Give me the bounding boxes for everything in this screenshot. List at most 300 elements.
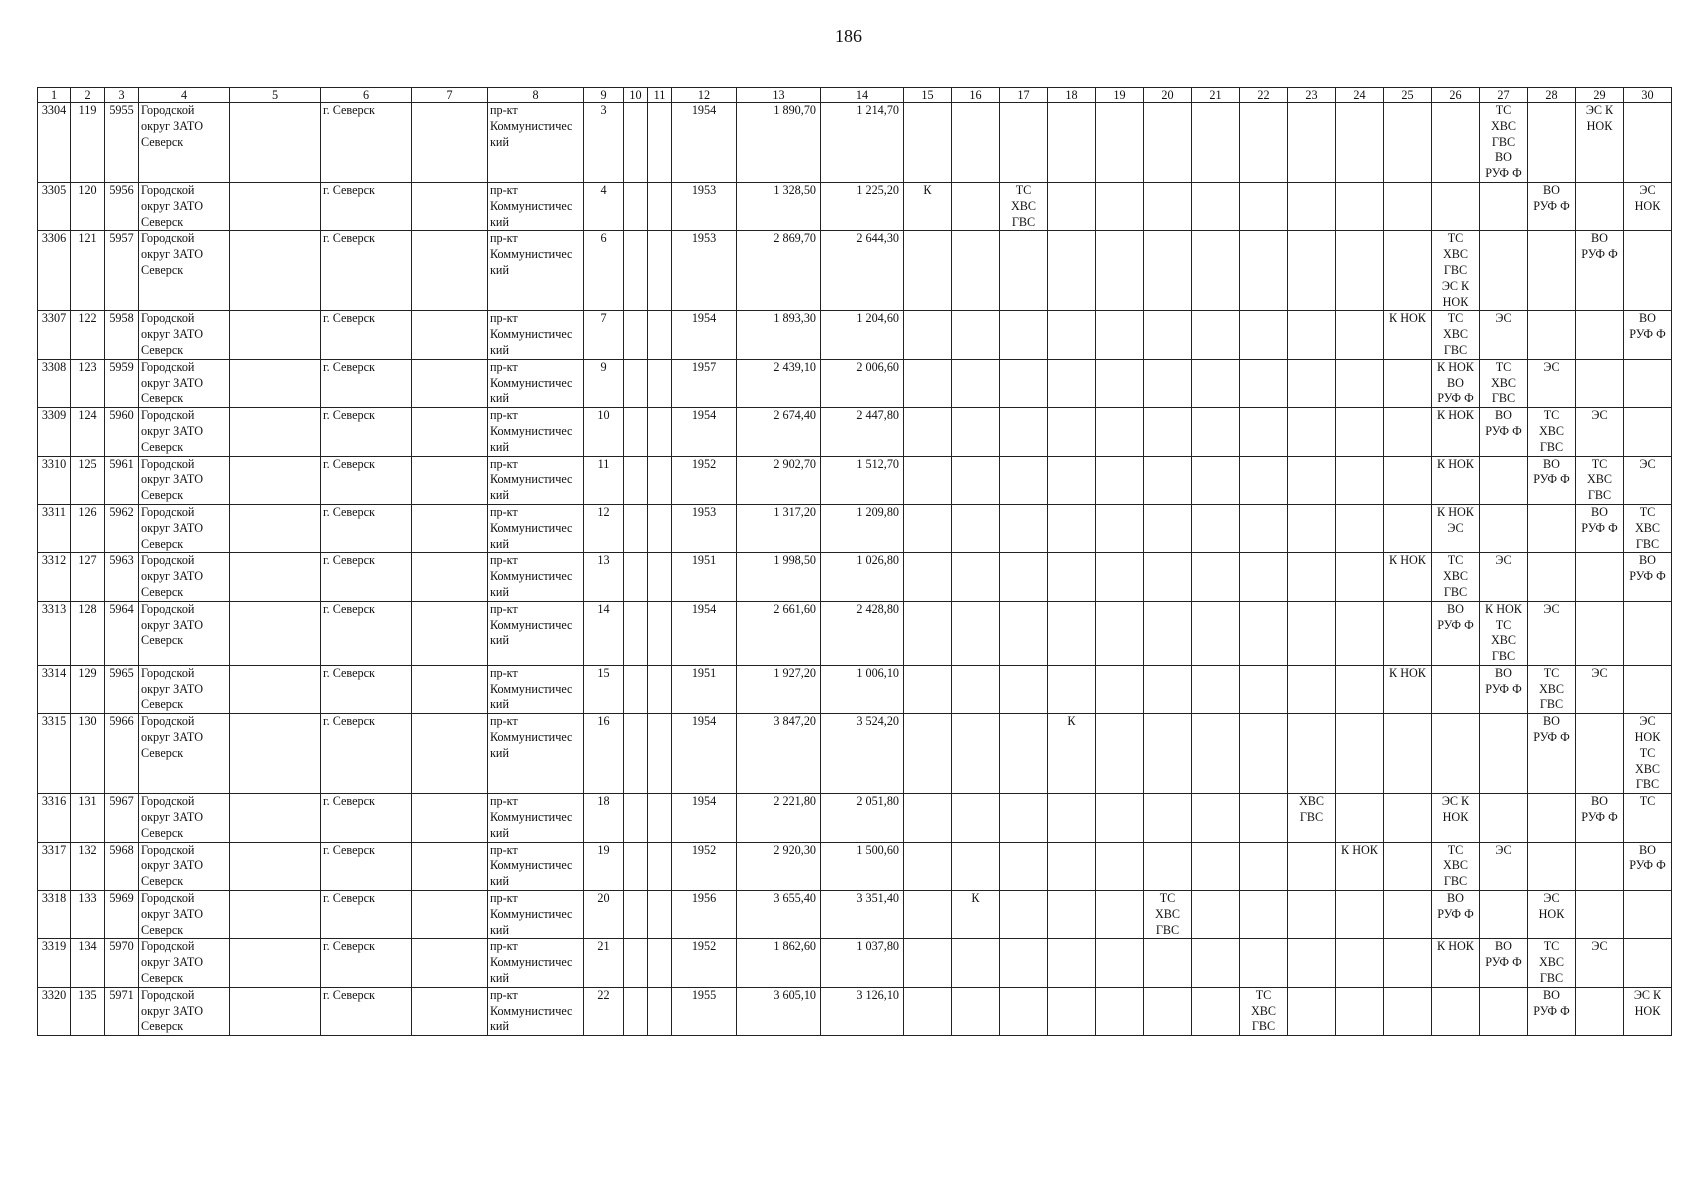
col5-cell: [230, 665, 321, 713]
col7-cell: [412, 891, 488, 939]
work-cell-col-28: [1528, 891, 1576, 939]
house-number-cell: 14: [584, 601, 624, 665]
cell-line: НОК: [1634, 198, 1661, 213]
cell-line: ХВС: [1154, 906, 1181, 921]
living-area-cell: 1 037,80: [821, 939, 904, 987]
cell-line: К НОК: [1341, 842, 1378, 857]
work-cell-col-20: [1144, 504, 1192, 552]
row-seq-cell: 127: [71, 553, 105, 601]
col5-cell: [230, 103, 321, 183]
object-code-cell: 5955: [105, 103, 139, 183]
col5-cell: [230, 891, 321, 939]
cell-line: РУФ Ф: [1581, 520, 1618, 535]
work-cell-col-22: [1240, 891, 1288, 939]
locality-cell: г. Северск: [321, 553, 412, 601]
work-cell-col-26: [1432, 182, 1480, 230]
work-cell-col-28: [1528, 408, 1576, 456]
work-cell-col-15: [904, 504, 952, 552]
work-cell-col-19: [1096, 601, 1144, 665]
cell-line: ВО: [1639, 311, 1656, 326]
cell-line: пр-кт: [490, 891, 518, 906]
work-cell-col-23: [1288, 456, 1336, 504]
work-cell-col-27: [1480, 182, 1528, 230]
col7-cell: [412, 456, 488, 504]
work-cell-col-21: [1192, 456, 1240, 504]
cell-line: ЭС: [1495, 842, 1512, 857]
table-row: [38, 182, 1672, 230]
living-area-cell: 1 006,10: [821, 665, 904, 713]
col7-cell: [412, 103, 488, 183]
cell-line: Северск: [141, 633, 184, 648]
object-code-cell: 5968: [105, 842, 139, 890]
cell-line: Городской: [141, 103, 195, 117]
cell-line: ГВС: [1443, 342, 1468, 357]
cell-line: ТС: [1543, 939, 1560, 954]
work-cell-col-29: [1576, 103, 1624, 183]
cell-line: К НОК: [1437, 408, 1474, 423]
cell-line: К НОК: [1437, 359, 1474, 374]
cell-line: пр-кт: [490, 939, 518, 954]
work-cell-col-24: [1336, 359, 1384, 407]
locality-cell: г. Северск: [321, 987, 412, 1035]
cell-line: НОК: [1538, 906, 1565, 921]
cell-line: К НОК: [1389, 553, 1426, 568]
cell-line: РУФ Ф: [1485, 166, 1522, 181]
total-area-cell: 2 869,70: [737, 231, 821, 311]
cell-line: Коммунистичес: [490, 247, 573, 262]
work-cell-col-23: [1288, 359, 1336, 407]
work-cell-col-18: [1048, 182, 1096, 230]
work-cell-col-17: [1000, 408, 1048, 456]
work-cell-col-24: [1336, 408, 1384, 456]
cell-line: ГВС: [1251, 1019, 1276, 1034]
work-cell-col-27: [1480, 714, 1528, 794]
work-cell-col-19: [1096, 794, 1144, 842]
work-cell-col-24: [1336, 714, 1384, 794]
object-code-cell: 5970: [105, 939, 139, 987]
build-year-cell: 1954: [672, 794, 737, 842]
work-cell-col-18: [1048, 408, 1096, 456]
cell-line: пр-кт: [490, 456, 518, 471]
row-id-cell: 3305: [38, 182, 71, 230]
cell-line: РУФ Ф: [1437, 391, 1474, 406]
cell-line: ЭС: [1447, 520, 1464, 535]
work-cell-col-26: [1432, 311, 1480, 359]
work-cell-col-20: [1144, 665, 1192, 713]
cell-line: пр-кт: [490, 601, 518, 616]
work-cell-col-22: [1240, 504, 1288, 552]
row-seq-cell: 130: [71, 714, 105, 794]
work-cell-col-15: [904, 842, 952, 890]
table-row: [38, 231, 1672, 311]
cell-line: ХВС: [1634, 520, 1661, 535]
house-number-cell: 13: [584, 553, 624, 601]
row-id-cell: 3309: [38, 408, 71, 456]
cell-line: кий: [490, 439, 509, 454]
work-cell-col-28: [1528, 842, 1576, 890]
cell-line: кий: [490, 342, 509, 357]
col5-cell: [230, 714, 321, 794]
column-number-23: 23: [1288, 88, 1336, 103]
work-cell-col-27: [1480, 408, 1528, 456]
work-cell-col-30: [1624, 987, 1672, 1035]
work-cell-col-17: [1000, 311, 1048, 359]
cell-line: К НОК: [1437, 456, 1474, 471]
cell-line: ЭС: [1591, 939, 1608, 954]
cell-line: кий: [490, 874, 509, 889]
work-cell-col-25: [1384, 103, 1432, 183]
work-cell-col-27: [1480, 359, 1528, 407]
work-cell-col-29: [1576, 408, 1624, 456]
work-cell-col-30: [1624, 311, 1672, 359]
row-id-cell: 3317: [38, 842, 71, 890]
cell-line: ВО: [1543, 714, 1560, 729]
column-number-1: 1: [38, 88, 71, 103]
cell-line: ГВС: [1443, 874, 1468, 889]
work-cell-col-22: [1240, 311, 1288, 359]
house-number-cell: 9: [584, 359, 624, 407]
work-cell-col-28: [1528, 553, 1576, 601]
living-area-cell: 1 512,70: [821, 456, 904, 504]
build-year-cell: 1954: [672, 408, 737, 456]
cell-line: Северск: [141, 536, 184, 551]
locality-cell: г. Северск: [321, 794, 412, 842]
work-cell-col-19: [1096, 359, 1144, 407]
house-number-cell: 10: [584, 408, 624, 456]
col10-cell: [624, 987, 648, 1035]
work-cell-col-22: [1240, 182, 1288, 230]
work-cell-col-27: [1480, 601, 1528, 665]
cell-line: Коммунистичес: [490, 198, 573, 213]
column-number-2: 2: [71, 88, 105, 103]
cell-line: ВО: [1495, 150, 1512, 165]
col11-cell: [648, 359, 672, 407]
cell-line: округ ЗАТО: [141, 730, 204, 745]
work-cell-col-21: [1192, 794, 1240, 842]
work-cell-col-26: [1432, 714, 1480, 794]
cell-line: НОК: [1634, 1003, 1661, 1018]
col11-cell: [648, 408, 672, 456]
work-cell-col-24: [1336, 182, 1384, 230]
work-cell-col-22: [1240, 456, 1288, 504]
work-cell-col-30: [1624, 601, 1672, 665]
house-number-cell: 3: [584, 103, 624, 183]
work-cell-col-20: [1144, 842, 1192, 890]
locality-cell: г. Северск: [321, 891, 412, 939]
cell-line: округ ЗАТО: [141, 375, 204, 390]
cell-line: ЭС К: [1441, 794, 1470, 809]
work-cell-col-17: [1000, 891, 1048, 939]
cell-line: Коммунистичес: [490, 118, 573, 133]
column-number-20: 20: [1144, 88, 1192, 103]
housing-repair-schedule-table: [37, 87, 1672, 1036]
cell-line: ХВС: [1442, 858, 1469, 873]
work-cell-col-26: [1432, 665, 1480, 713]
cell-line: ЭС: [1591, 665, 1608, 680]
work-cell-col-15: [904, 103, 952, 183]
work-cell-col-24: [1336, 939, 1384, 987]
work-cell-col-21: [1192, 891, 1240, 939]
col5-cell: [230, 408, 321, 456]
street-cell: [488, 103, 584, 183]
cell-line: округ ЗАТО: [141, 569, 204, 584]
work-cell-col-27: [1480, 665, 1528, 713]
house-number-cell: 15: [584, 665, 624, 713]
work-cell-col-19: [1096, 987, 1144, 1035]
work-cell-col-16: [952, 231, 1000, 311]
living-area-cell: 1 500,60: [821, 842, 904, 890]
work-cell-col-23: [1288, 714, 1336, 794]
work-cell-col-22: [1240, 103, 1288, 183]
cell-line: Северск: [141, 342, 184, 357]
work-cell-col-16: [952, 182, 1000, 230]
cell-line: пр-кт: [490, 103, 518, 117]
cell-line: Коммунистичес: [490, 906, 573, 921]
work-cell-col-15: [904, 665, 952, 713]
work-cell-col-16: [952, 553, 1000, 601]
table-row: [38, 456, 1672, 504]
cell-line: кий: [490, 134, 509, 149]
work-cell-col-25: [1384, 456, 1432, 504]
municipality-cell: [139, 553, 230, 601]
cell-line: округ ЗАТО: [141, 617, 204, 632]
cell-line: округ ЗАТО: [141, 423, 204, 438]
work-cell-col-29: [1576, 714, 1624, 794]
cell-line: ХВС: [1586, 472, 1613, 487]
cell-line: ГВС: [1635, 777, 1660, 792]
work-cell-col-21: [1192, 311, 1240, 359]
total-area-cell: 1 890,70: [737, 103, 821, 183]
col11-cell: [648, 891, 672, 939]
cell-line: ВО: [1495, 939, 1512, 954]
cell-line: РУФ Ф: [1533, 730, 1570, 745]
house-number-cell: 19: [584, 842, 624, 890]
work-cell-col-15: [904, 794, 952, 842]
work-cell-col-25: [1384, 842, 1432, 890]
house-number-cell: 21: [584, 939, 624, 987]
row-id-cell: 3319: [38, 939, 71, 987]
cell-line: округ ЗАТО: [141, 118, 204, 133]
cell-line: пр-кт: [490, 987, 518, 1002]
work-cell-col-17: [1000, 714, 1048, 794]
work-cell-col-15: [904, 456, 952, 504]
col7-cell: [412, 311, 488, 359]
cell-line: округ ЗАТО: [141, 858, 204, 873]
cell-line: Коммунистичес: [490, 520, 573, 535]
row-id-cell: 3316: [38, 794, 71, 842]
cell-line: РУФ Ф: [1581, 810, 1618, 825]
table-body: [38, 88, 1672, 1036]
street-cell: [488, 231, 584, 311]
cell-line: ТС: [1447, 553, 1464, 568]
column-number-27: 27: [1480, 88, 1528, 103]
cell-line: ВО: [1543, 456, 1560, 471]
col5-cell: [230, 939, 321, 987]
municipality-cell: [139, 408, 230, 456]
total-area-cell: 3 847,20: [737, 714, 821, 794]
living-area-cell: 1 204,60: [821, 311, 904, 359]
work-cell-col-27: [1480, 311, 1528, 359]
house-number-cell: 12: [584, 504, 624, 552]
table-row: [38, 714, 1672, 794]
row-seq-cell: 119: [71, 103, 105, 183]
work-cell-col-29: [1576, 794, 1624, 842]
cell-line: Городской: [141, 891, 195, 906]
total-area-cell: 2 661,60: [737, 601, 821, 665]
work-cell-col-27: [1480, 842, 1528, 890]
street-cell: [488, 408, 584, 456]
column-number-15: 15: [904, 88, 952, 103]
cell-line: пр-кт: [490, 182, 518, 197]
cell-line: Городской: [141, 553, 195, 568]
work-cell-col-27: [1480, 794, 1528, 842]
cell-line: РУФ Ф: [1629, 569, 1666, 584]
work-cell-col-15: [904, 939, 952, 987]
work-cell-col-19: [1096, 939, 1144, 987]
work-cell-col-23: [1288, 103, 1336, 183]
house-number-cell: 18: [584, 794, 624, 842]
table-row: [38, 987, 1672, 1035]
cell-line: ГВС: [1299, 810, 1324, 825]
cell-line: округ ЗАТО: [141, 472, 204, 487]
col7-cell: [412, 987, 488, 1035]
build-year-cell: 1954: [672, 714, 737, 794]
cell-line: ТС: [1495, 359, 1512, 374]
total-area-cell: 1 893,30: [737, 311, 821, 359]
living-area-cell: 1 209,80: [821, 504, 904, 552]
build-year-cell: 1955: [672, 987, 737, 1035]
table-row: [38, 408, 1672, 456]
cell-line: Северск: [141, 439, 184, 454]
col11-cell: [648, 504, 672, 552]
work-cell-col-16: [952, 456, 1000, 504]
column-number-9: 9: [584, 88, 624, 103]
work-cell-col-25: [1384, 987, 1432, 1035]
cell-line: К НОК: [1437, 504, 1474, 519]
total-area-cell: 2 674,40: [737, 408, 821, 456]
work-cell-col-30: [1624, 714, 1672, 794]
page-number: 186: [835, 26, 862, 46]
work-cell-col-17: [1000, 456, 1048, 504]
work-cell-col-28: [1528, 794, 1576, 842]
build-year-cell: 1953: [672, 504, 737, 552]
work-cell-col-26: [1432, 103, 1480, 183]
cell-line: округ ЗАТО: [141, 810, 204, 825]
work-cell-col-29: [1576, 456, 1624, 504]
cell-line: Коммунистичес: [490, 955, 573, 970]
cell-line: Городской: [141, 665, 195, 680]
living-area-cell: 1 214,70: [821, 103, 904, 183]
cell-line: ТС: [1159, 891, 1176, 906]
work-cell-col-20: [1144, 231, 1192, 311]
street-cell: [488, 987, 584, 1035]
column-number-30: 30: [1624, 88, 1672, 103]
cell-line: К: [1067, 714, 1076, 729]
street-cell: [488, 714, 584, 794]
cell-line: Северск: [141, 262, 184, 277]
work-cell-col-23: [1288, 601, 1336, 665]
municipality-cell: [139, 601, 230, 665]
row-id-cell: 3310: [38, 456, 71, 504]
work-cell-col-30: [1624, 504, 1672, 552]
municipality-cell: [139, 504, 230, 552]
cell-line: ТС: [1543, 408, 1560, 423]
cell-line: ХВС: [1250, 1003, 1277, 1018]
col10-cell: [624, 182, 648, 230]
col10-cell: [624, 103, 648, 183]
cell-line: Северск: [141, 922, 184, 937]
work-cell-col-19: [1096, 553, 1144, 601]
work-cell-col-29: [1576, 842, 1624, 890]
cell-line: ГВС: [1539, 697, 1564, 712]
cell-line: кий: [490, 922, 509, 937]
work-cell-col-17: [1000, 553, 1048, 601]
work-cell-col-23: [1288, 553, 1336, 601]
work-cell-col-20: [1144, 359, 1192, 407]
col7-cell: [412, 182, 488, 230]
col11-cell: [648, 103, 672, 183]
work-cell-col-28: [1528, 504, 1576, 552]
column-number-6: 6: [321, 88, 412, 103]
cell-line: ГВС: [1491, 391, 1516, 406]
column-number-18: 18: [1048, 88, 1096, 103]
municipality-cell: [139, 359, 230, 407]
col11-cell: [648, 182, 672, 230]
work-cell-col-24: [1336, 231, 1384, 311]
column-number-25: 25: [1384, 88, 1432, 103]
col10-cell: [624, 231, 648, 311]
cell-line: пр-кт: [490, 842, 518, 857]
cell-line: ВО: [1495, 408, 1512, 423]
col7-cell: [412, 939, 488, 987]
work-cell-col-21: [1192, 842, 1240, 890]
cell-line: РУФ Ф: [1629, 327, 1666, 342]
cell-line: ХВС: [1490, 118, 1517, 133]
work-cell-col-29: [1576, 601, 1624, 665]
work-cell-col-27: [1480, 939, 1528, 987]
col7-cell: [412, 408, 488, 456]
work-cell-col-22: [1240, 842, 1288, 890]
total-area-cell: 1 862,60: [737, 939, 821, 987]
row-id-cell: 3311: [38, 504, 71, 552]
cell-line: ЭС: [1495, 311, 1512, 326]
column-number-7: 7: [412, 88, 488, 103]
work-cell-col-26: [1432, 601, 1480, 665]
work-cell-col-21: [1192, 665, 1240, 713]
col7-cell: [412, 842, 488, 890]
col10-cell: [624, 359, 648, 407]
col5-cell: [230, 553, 321, 601]
work-cell-col-17: [1000, 103, 1048, 183]
municipality-cell: [139, 231, 230, 311]
build-year-cell: 1954: [672, 601, 737, 665]
work-cell-col-28: [1528, 665, 1576, 713]
col5-cell: [230, 182, 321, 230]
col5-cell: [230, 601, 321, 665]
house-number-cell: 7: [584, 311, 624, 359]
cell-line: округ ЗАТО: [141, 1003, 204, 1018]
work-cell-col-21: [1192, 987, 1240, 1035]
column-number-24: 24: [1336, 88, 1384, 103]
work-cell-col-24: [1336, 553, 1384, 601]
work-cell-col-17: [1000, 842, 1048, 890]
col11-cell: [648, 311, 672, 359]
work-cell-col-28: [1528, 231, 1576, 311]
object-code-cell: 5967: [105, 794, 139, 842]
row-seq-cell: 134: [71, 939, 105, 987]
cell-line: Городской: [141, 182, 195, 197]
work-cell-col-26: [1432, 408, 1480, 456]
